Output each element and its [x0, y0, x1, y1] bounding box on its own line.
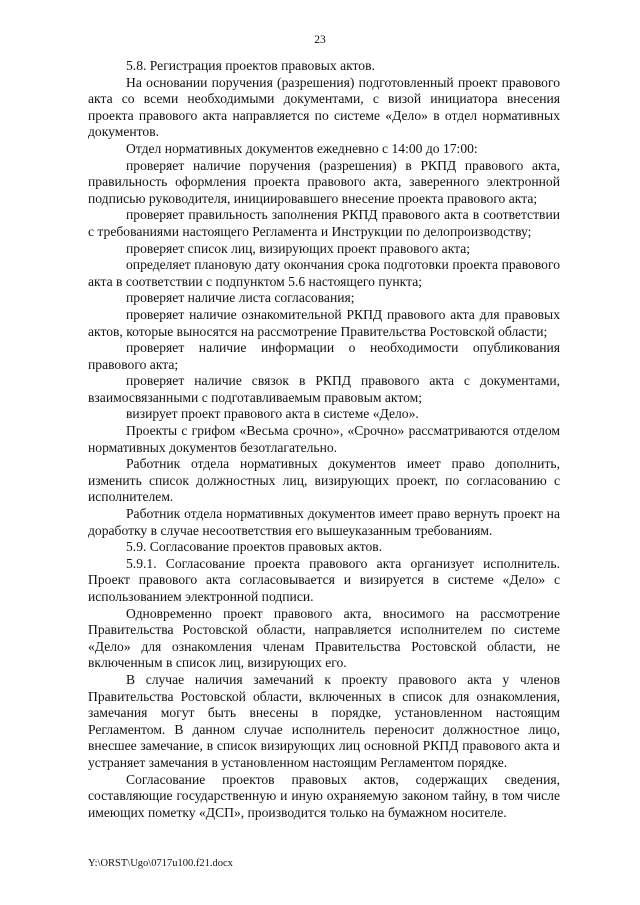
paragraph: Согласование проектов правовых актов, содержащих сведения, составляющие государственную и иную охраняемую законом тайну, в том числе имеющих пометку «ДСП», производится только на бумажном носителе.	[88, 771, 560, 820]
list-item: проверяет список лиц, визирующих проект правового акта;	[126, 240, 471, 256]
list-item: проверяет правильность заполнения РКПД правового акта в соответствии с требованиями настоящего Регламента и Инструкции по делопроизводству;	[88, 207, 560, 239]
paragraph: Одновременно проект правового акта, вносимого на рассмотрение Правительства Ростовской области, направляется исполнителем по системе «Дело» для ознакомления членам Правительства Ростовской области, не включенным в список лиц, визирующих его.	[88, 605, 560, 671]
footer-file-path: Y:\ORST\Ugo\0717u100.f21.docx	[88, 858, 233, 869]
list-item: определяет плановую дату окончания срока подготовки проекта правового акта в соответствии с подпунктом 5.6 настоящего пункта;	[88, 257, 560, 289]
list-item: проверяет наличие листа согласования;	[126, 290, 355, 306]
list-item: проверяет наличие ознакомительной РКПД правового акта для правовых актов, которые выносятся на рассмотрение Правительства Ростовской области;	[88, 306, 560, 339]
list-item: проверяет наличие информации о необходимости опубликования правового акта;	[88, 340, 560, 372]
section-heading-5-9: 5.9. Согласование проектов правовых актов.	[126, 539, 383, 555]
paragraph: В случае наличия замечаний к проекту правового акта у членов Правительства Ростовской области, включенных в список для ознакомления, замечания могут быть внесены в порядке, установленном настоящим Регламентом. В данном случае исполнитель переносит должностное лицо, внесшее замечание, в список визирующих лиц основной РКПД правового акта и устраняет замечания в установленном настоящим Регламентом порядке.	[88, 671, 560, 770]
paragraph: 5.9.1. Согласование проекта правового акта организует исполнитель. Проект правового акта согласовывается и визируется в системе «Дело» с использованием электронной подписи.	[88, 555, 560, 604]
document-body	[88, 58, 560, 821]
list-item: проверяет наличие поручения (разрешения) в РКПД правового акта, правильность оформления проекта правового акта, заверенного электронной подписью руководителя, инициировавшего внесение проекта правового акта;	[88, 157, 560, 206]
paragraph: На основании поручения (разрешения) подготовленный проект правового акта со всеми необходимыми документами, с визой инициатора внесения проекта правового акта направляется по системе «Дело» в отдел нормативных документов.	[88, 74, 560, 140]
section-heading-5-8: 5.8. Регистрация проектов правовых актов.	[126, 58, 375, 73]
paragraph: Проекты с грифом «Весьма срочно», «Срочно» рассматриваются отделом нормативных документов безотлагательно.	[88, 423, 560, 455]
paragraph: Работник отдела нормативных документов имеет право вернуть проект на доработку в случае несоответствия его вышеуказанным требованиям.	[88, 506, 560, 538]
paragraph: Отдел нормативных документов ежедневно с 14:00 до 17:00:	[126, 140, 478, 156]
list-item: визирует проект правового акта в системе «Дело».	[126, 406, 419, 422]
list-item: проверяет наличие связок в РКПД правового акта с документами, взаимосвязанными с подготавливаемым правовым актом;	[88, 373, 560, 405]
page-number: 23	[314, 34, 326, 46]
paragraph: Работник отдела нормативных документов имеет право дополнить, изменить список должностных лиц, визирующих проект, по согласованию с исполнителем.	[88, 456, 560, 505]
